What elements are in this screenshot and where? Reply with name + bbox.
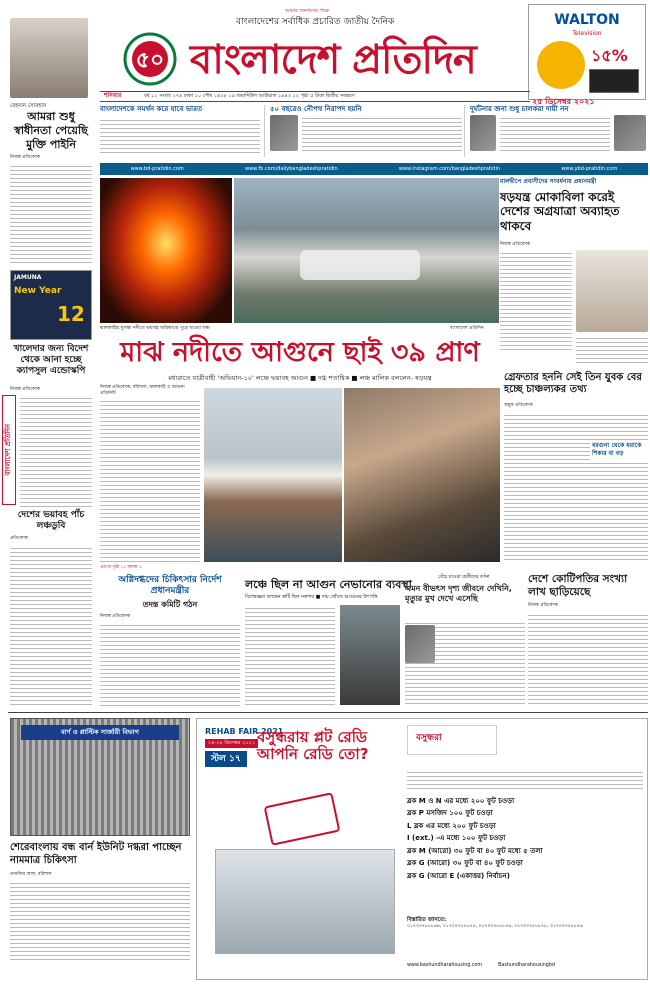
teaser-3-photo xyxy=(470,115,496,151)
rehab-offer-6: ব্লক G (আরো E (একাত্তর) নির্বাচন) xyxy=(407,871,510,880)
rehab-contact xyxy=(407,917,643,930)
rehab-fair: REHAB FAIR 2021 xyxy=(205,727,284,736)
fire-investigation-body xyxy=(100,622,240,707)
rehab-offer-4: ব্লক M (আরো) ৩০ ফুট বা ৪০ ফুট মধ্যে ৫ তলা xyxy=(407,846,543,855)
jubilee-number: ৫০ xyxy=(135,48,165,73)
fire-investigation-subhead: তদন্ত কমিটি গঠন xyxy=(142,600,198,609)
survivor-photo xyxy=(405,625,435,663)
photo-caption: ঝালকাঠির সুগন্ধা নদীতে ভয়াবহ অগ্নিকাণ্ডে পুড়ে যাওয়া লঞ্চ xyxy=(100,326,210,331)
pm-headline: ষড়যন্ত্র মোকাবিলা করেই দেশের অগ্রযাত্রা অব্যাহত থাকবে xyxy=(500,190,620,233)
rehab-phones: ০১৭০০৭৮৮৮৬৯, ০১৭০০৭৮৮৮৭৫, ০১৭০০৭৮৮৮৪৬, ০১৭০০৭৮৮৮৭৮, ০১৭০০৭৮৮৮৫৬ xyxy=(407,924,583,930)
pm-byline: নিজস্ব প্রতিবেদক xyxy=(500,242,531,247)
burn-unit-sign: বার্ণ ও প্লাস্টিক সার্জারী বিভাগ xyxy=(21,725,179,740)
teaser-strip xyxy=(100,105,648,160)
rehab-stamp xyxy=(264,792,341,846)
fire-investigation-headline: অগ্নিদগ্ধদের চিকিৎসার নির্দেশ প্রধানমন্ত্রীর xyxy=(118,575,222,596)
millionaires-body xyxy=(528,612,648,707)
millionaires-headline: দেশে কোটিপতির সংখ্যা লাখ ছাড়িয়েছে xyxy=(528,573,628,598)
masthead-title: বাংলাদেশ প্রতিদিন xyxy=(190,36,476,83)
columnist-body xyxy=(10,163,92,266)
teaser-1[interactable] xyxy=(100,105,265,157)
lead-continue[interactable]: এরপর পৃষ্ঠা ১১ কলাম ১ xyxy=(100,565,142,570)
walton-offer: ১৫% xyxy=(591,46,628,65)
arrest-headline: গ্রেফতার হননি সেই তিন যুবক বের হচ্ছে চাঞ্চল্যকর তথ্য xyxy=(504,372,642,395)
no-extinguisher-body xyxy=(245,605,335,705)
teaser-3-body xyxy=(500,115,610,153)
burn-unit-photo xyxy=(10,718,190,836)
teaser-2-body xyxy=(302,115,462,153)
pm-body xyxy=(500,250,572,350)
rehab-brand-box xyxy=(407,725,497,755)
facebook-link[interactable]: www.fb.com/dailybangladeshpratidin xyxy=(244,165,338,172)
rehab-web-2[interactable]: Bashundharahousingbd xyxy=(498,963,555,968)
teaser-1-body xyxy=(100,117,260,155)
rehab-offer-0: ব্লক M ও N এর মধ্যে ২০০ ফুট চওড়া xyxy=(407,797,515,805)
five-lakh-headline: দেশের ভয়াবহ পাঁচ লঞ্চডুবি xyxy=(17,510,85,531)
walton-sub: Television xyxy=(572,29,602,37)
rehab-offer-3: I (ext.) -এ মধ্যে ১০০ ফুট চওড়া xyxy=(407,834,506,843)
corridor-photo xyxy=(340,605,400,705)
rehab-web-1[interactable]: www.bashundharahousing.com xyxy=(407,963,483,968)
lead-body xyxy=(100,398,200,563)
teaser-2-photo xyxy=(270,115,298,151)
millionaires-byline: নিজস্ব প্রতিবেদক xyxy=(528,603,559,608)
survivor-headline: এমন বীভৎস দৃশ্য জীবনে দেখিনি, মৃত্যুর মুখ দেখে এসেছি xyxy=(405,584,512,603)
khaleda-byline: নিজস্ব প্রতিবেদক xyxy=(10,387,41,392)
burn-unit-byline: তানজির আল, বরিশাল xyxy=(10,872,52,877)
arrest-body xyxy=(504,412,648,562)
arrest-pull: বরগুনা থেকে ধরাকে শিকার বা বড় xyxy=(590,440,648,460)
mourners-photo xyxy=(344,388,500,562)
burn-unit-body xyxy=(10,880,190,960)
teaser-3[interactable] xyxy=(470,105,648,157)
walton-ad[interactable] xyxy=(528,4,646,100)
instagram-link[interactable]: www.instagram.com/bangladeshpratidin xyxy=(398,165,501,172)
jamuna-text: New Year xyxy=(14,286,62,297)
website-link[interactable]: www.bd-pratidin.com xyxy=(130,165,184,172)
jamuna-ad[interactable] xyxy=(10,270,92,340)
rehab-headline: বসুন্ধরায় প্লট রেডি আপনি রেডি তো? xyxy=(257,728,369,764)
pm-body-2 xyxy=(576,335,648,365)
columnist-byline: নিজস্ব প্রতিবেদক xyxy=(10,155,41,160)
youtube-link[interactable]: www.ybd-pratidin.com xyxy=(561,165,618,172)
launch-photo xyxy=(204,388,342,562)
rehab-offer-2: L ব্লক এর মধ্যে ২০০ ফুট চওড়া xyxy=(407,821,496,830)
teaser-2[interactable] xyxy=(270,105,465,157)
jamuna-price: 12 xyxy=(57,302,85,326)
rehab-offer-5: ব্লক G (আরো) ৩০ ফুট বা ৪০ ফুট চওড়া xyxy=(407,859,523,868)
teaser-3-title: দুর্ঘটনার জন্য শুধু চালকরা দায়ী নন xyxy=(470,105,569,113)
no-extinguisher-headline: লঞ্চে ছিল না আগুন নেভানোর ব্যবস্থা xyxy=(245,578,412,591)
social-bar xyxy=(100,163,648,175)
columnist-photo xyxy=(10,18,88,98)
teaser-3-photo-2 xyxy=(614,115,646,151)
columnist-name: রেহমান সোবহান xyxy=(10,103,47,109)
photo-credit: বাংলাদেশ প্রতিদিন xyxy=(450,326,484,331)
bashundhara-ad[interactable] xyxy=(196,718,648,980)
date: ২৫ ডিসেম্বর ২০২১ xyxy=(532,97,595,106)
jubilee-logo xyxy=(118,32,183,87)
rehab-intro-lines xyxy=(407,769,643,791)
teaser-1-title: বাংলাদেশকে সমর্থন করে যাবে ভারত xyxy=(100,105,203,113)
rehab-brand: বসুন্ধরা xyxy=(416,733,442,743)
survivor-kicker: বেঁচে যাওয়া যাত্রীদের বর্ণনা xyxy=(438,575,490,580)
walton-brand: WALTON xyxy=(554,12,620,28)
day: শনিবার xyxy=(104,92,122,100)
bodies-photo-detail xyxy=(300,250,420,280)
five-lakh-body xyxy=(10,545,92,705)
fold-divider xyxy=(8,712,648,713)
fire-investigation-byline: নিজস্ব প্রতিবেদক xyxy=(100,614,131,619)
vertical-flag xyxy=(2,395,16,505)
rehab-offer-1: ব্লক P মসজিদ ১০০ ফুট চওড়া xyxy=(407,809,493,818)
rehab-offer-list xyxy=(407,797,643,884)
dateline: বর্ষ ১২ সংখ্যা ২৭৪ ঢাকা ১০ পৌষ ১৪২৮ ১৯ জমাদিউল আউয়াল ১৪৪৩ ১২ পৃষ্ঠা ৫ টাকা দ্বিতীয় সংস্করণ xyxy=(144,93,355,100)
lead-byline: নিজস্ব প্রতিবেদক, বরিশাল, ঝালকাঠি ও বরগুনা প্রতিনিধি xyxy=(100,385,185,397)
lead-headline: মাঝ নদীতে আগুনে ছাই ৩৯ প্রাণ xyxy=(120,337,480,368)
dateline-bar xyxy=(100,91,530,102)
pm-photo xyxy=(576,250,648,332)
teaser-2-title: ৫০ বছরেও নৌপথ নিরাপদ হয়নি xyxy=(270,105,362,113)
tagline: বাংলাদেশের সর্বাধিক প্রচারিত জাতীয় দৈনিক xyxy=(236,17,395,27)
khaleda-body xyxy=(20,395,92,507)
rehab-dates: ২৪-২৮ ডিসেম্বর ২০২১ xyxy=(205,739,258,748)
rehab-contact-label: বিস্তারিত জানতে: xyxy=(407,917,447,923)
walton-badge xyxy=(537,41,585,89)
walton-tv xyxy=(589,69,639,93)
burn-unit-headline: শেরেবাংলায় বন্ধ বার্ন ইউনিট দগ্ধরা পাচ্ছেন নামমাত্র চিকিৎসা xyxy=(10,842,182,866)
lead-subhead: মধ্যরাতে যাত্রীবাহী 'অভিযান-১০' লঞ্চে ভয়াবহ আগুন ■ দগ্ধ শতাধিক ■ লঞ্চ মালিক বললেন- ষড়যন্ত্র xyxy=(168,374,432,382)
no-extinguisher-subhead: বিশেষজ্ঞরা বলছেন ক্রটি ছিল নকশায় ■ দায় খোঁজে আগুনের উৎপত্তি xyxy=(245,595,378,600)
columnist-headline: আমরা শুধু স্বাধীনতা পেয়েছি মুক্তি পাইনি xyxy=(14,110,88,151)
rehab-web xyxy=(407,963,643,969)
tagline-small: আমার জনগণের পক্ষে xyxy=(285,8,329,14)
jamuna-brand: JAMUNA xyxy=(14,274,42,281)
rehab-building xyxy=(215,849,395,954)
pm-kicker: মালদ্বীপে প্রবাসীদের সংবর্ধনায় প্রধানমন্ত্রী xyxy=(500,178,597,185)
vertical-flag-text: বাংলাদেশ প্রতিদিন xyxy=(4,424,13,476)
arrest-byline: অমুক প্রতিবেদক xyxy=(504,403,533,408)
khaleda-headline: খালেদার জন্য বিদেশ থেকে আনা হচ্ছে ক্যাপসুল এন্ডোস্কপি xyxy=(13,344,89,376)
rehab-stall: স্টল ১৭ xyxy=(205,751,247,767)
masthead xyxy=(0,0,650,110)
five-lakh-byline: প্রতিবেদক xyxy=(10,536,28,541)
fire-photo xyxy=(100,178,232,323)
